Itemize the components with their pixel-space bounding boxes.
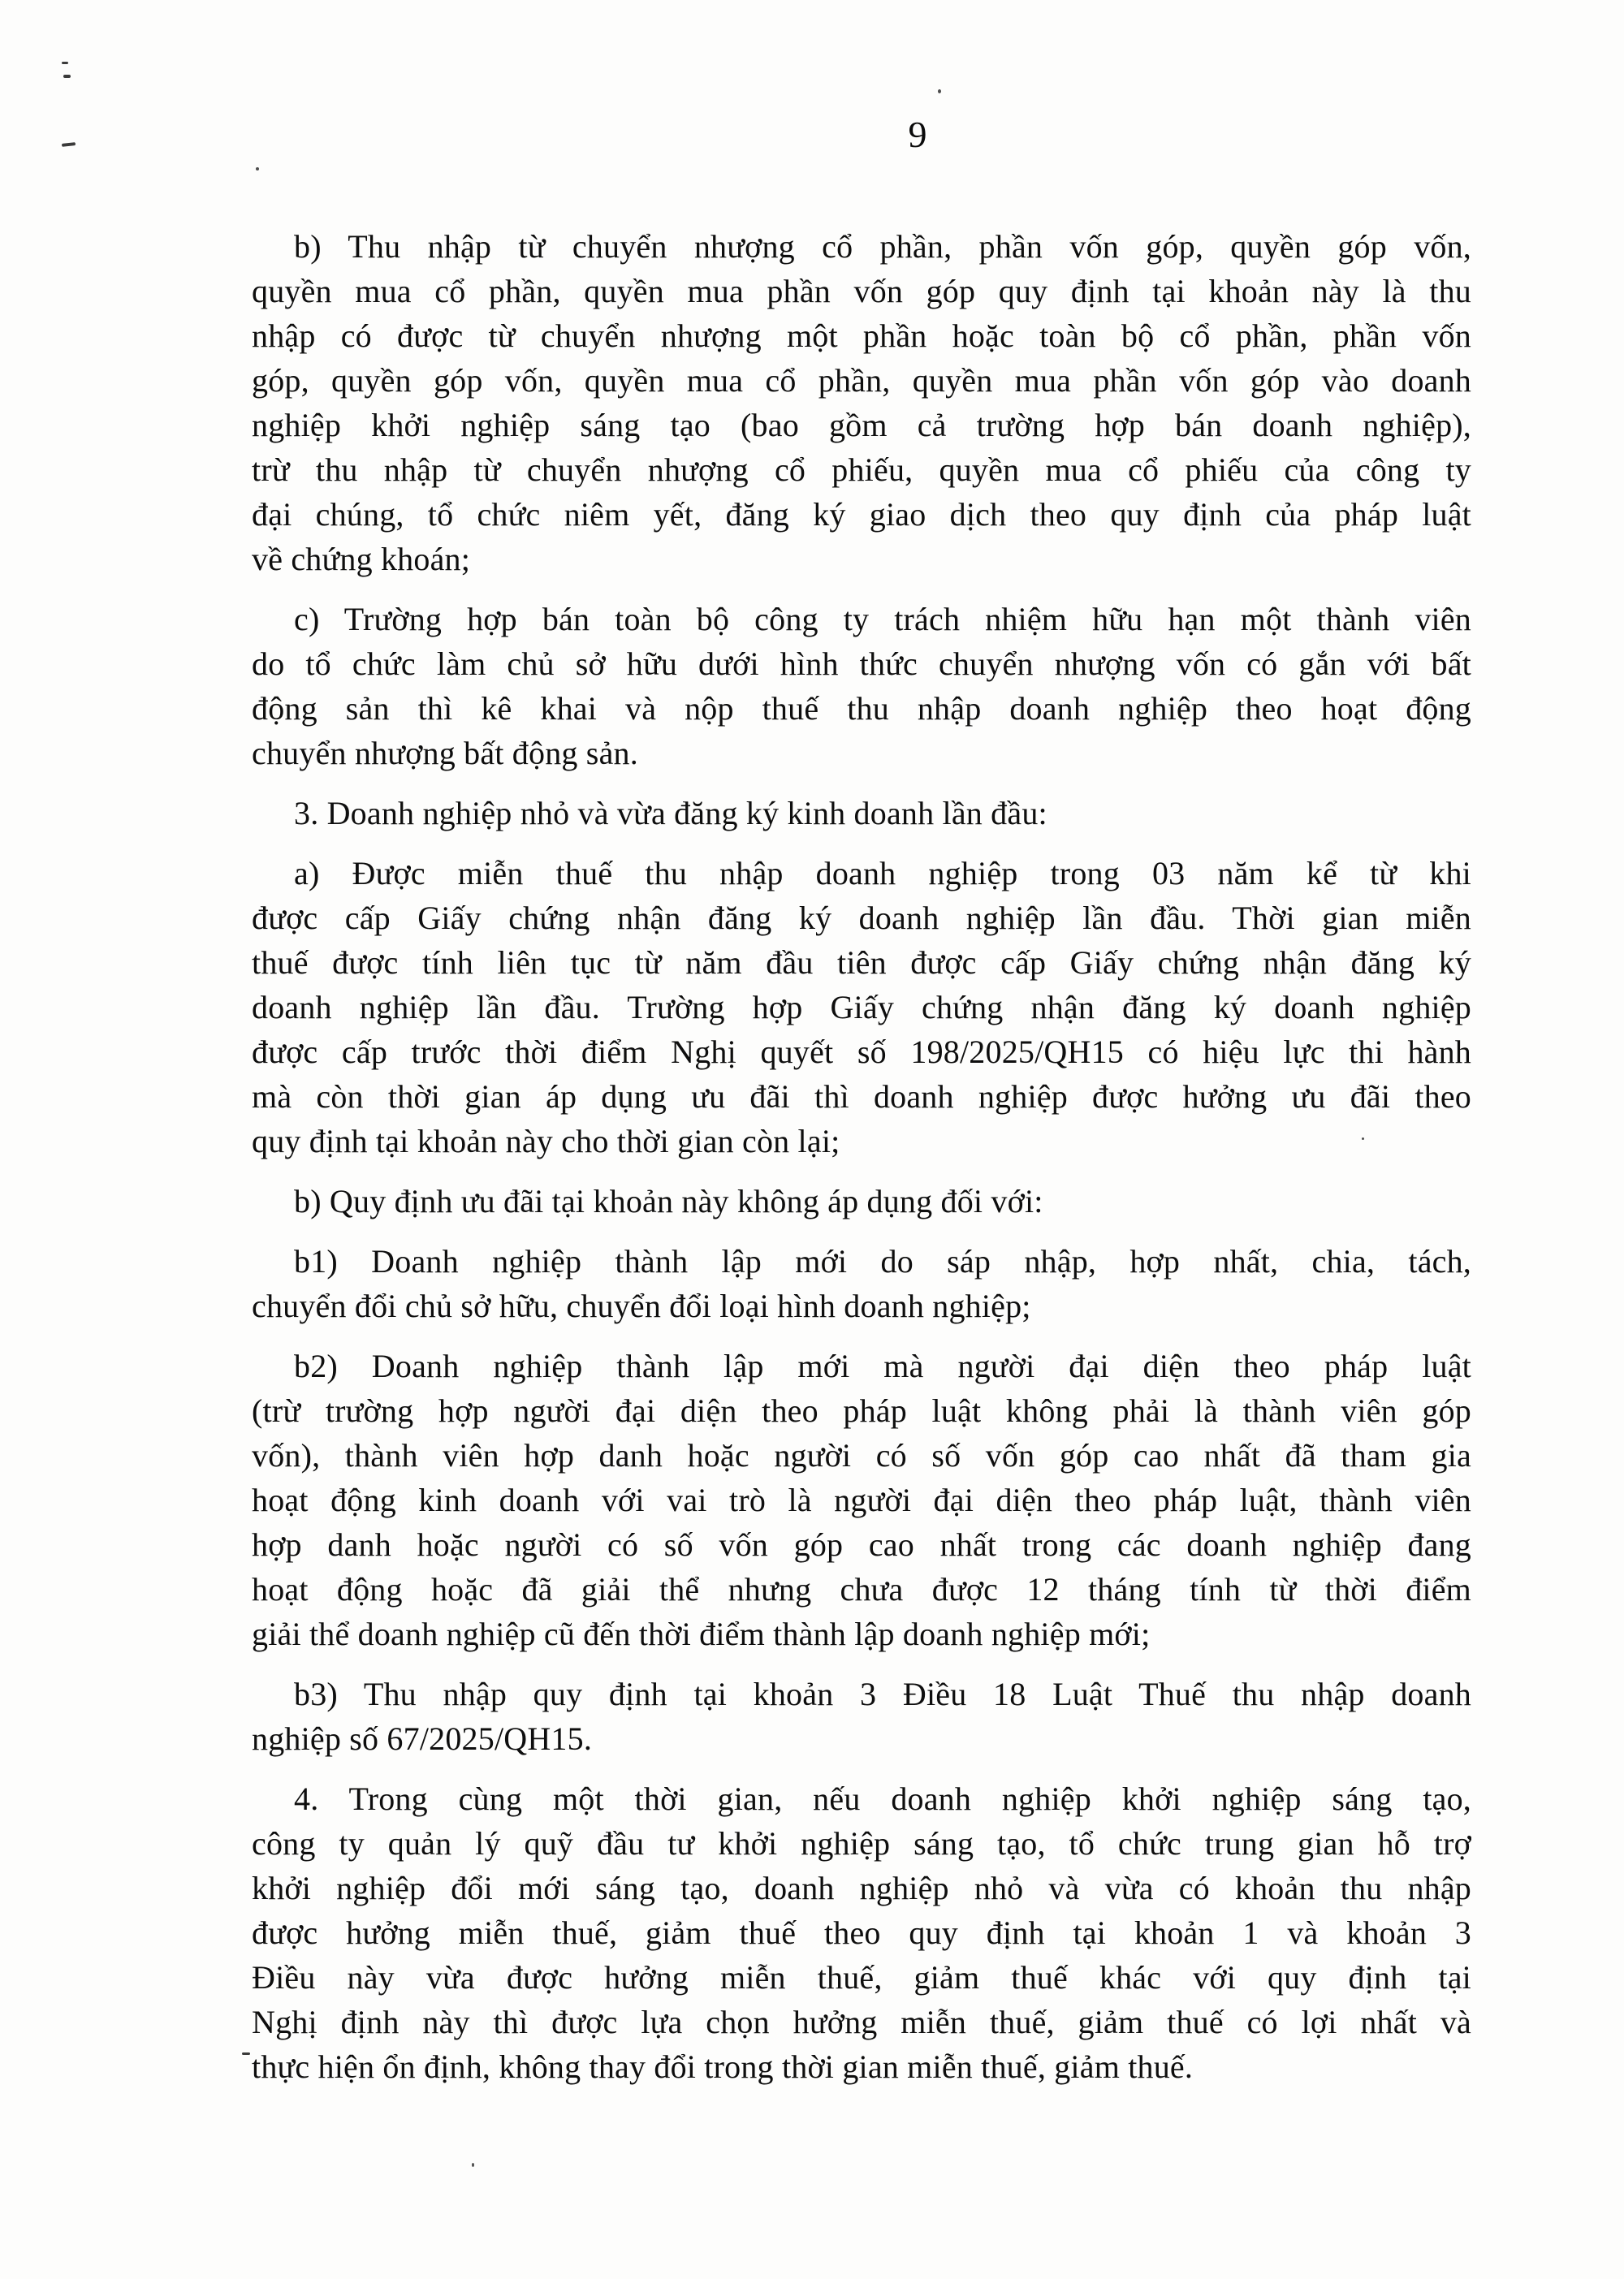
paragraph-line: chuyển đổi chủ sở hữu, chuyển đổi loại hình doanh nghiệp;	[252, 1288, 1031, 1324]
scan-artifact	[938, 89, 941, 93]
paragraph-line: thực hiện ổn định, không thay đổi trong thời gian miễn thuế, giảm thuế.	[252, 2048, 1194, 2085]
paragraph-line: (trừ trường hợp người đại diện theo pháp luật không phải là thành viên góp	[252, 1392, 1471, 1429]
paragraph-line: góp, quyền góp vốn, quyền mua cổ phần, quyền mua phần vốn góp vào doanh	[252, 362, 1471, 399]
paragraph-line: hoạt động kinh doanh với vai trò là người đại diện theo pháp luật, thành viên	[252, 1482, 1471, 1518]
paragraph-line: về chứng khoán;	[252, 541, 471, 577]
page-number: 9	[908, 114, 927, 155]
paragraph-point-b2-representative	[252, 1344, 1471, 1656]
paragraph-line: chuyển nhượng bất động sản.	[252, 735, 638, 771]
scan-artifact	[242, 2052, 250, 2055]
paragraph-line: b2) Doanh nghiệp thành lập mới mà người đại diện theo pháp luật	[294, 1348, 1471, 1384]
paragraph-line: nhập có được từ chuyển nhượng một phần hoặc toàn bộ cổ phần, phần vốn	[252, 317, 1471, 354]
paragraph-line: 4. Trong cùng một thời gian, nếu doanh nghiệp khởi nghiệp sáng tạo,	[294, 1780, 1471, 1817]
paragraph-line: công ty quản lý quỹ đầu tư khởi nghiệp sáng tạo, tổ chức trung gian hỗ trợ	[252, 1825, 1471, 1862]
paragraph-line: trừ thu nhập từ chuyển nhượng cổ phiếu, quyền mua cổ phiếu của công ty	[252, 451, 1471, 488]
paragraph-point-b-transfer-income	[252, 224, 1471, 581]
paragraph-line: thuế được tính liên tục từ năm đầu tiên được cấp Giấy chứng nhận đăng ký	[252, 944, 1471, 981]
paragraph-line: doanh nghiệp lần đầu. Trường hợp Giấy chứng nhận đăng ký doanh nghiệp	[252, 989, 1471, 1025]
paragraph-point-b-exclusions-heading	[252, 1179, 1471, 1224]
paragraph-line: do tổ chức làm chủ sở hữu dưới hình thức chuyển nhượng vốn có gắn với bất	[252, 645, 1471, 682]
paragraph-line: hợp danh hoặc người có số vốn góp cao nhất trong các doanh nghiệp đang	[252, 1526, 1471, 1563]
paragraph-point-b3-income-article-18	[252, 1672, 1471, 1761]
paragraph-line: mà còn thời gian áp dụng ưu đãi thì doanh nghiệp được hưởng ưu đãi theo	[252, 1078, 1471, 1115]
paragraph-line: Nghị định này thì được lựa chọn hưởng miễn thuế, giảm thuế có lợi nhất và	[252, 2004, 1471, 2040]
scan-artifact	[62, 142, 76, 147]
paragraph-point-a-tax-exemption	[252, 851, 1471, 1163]
paragraph-line: hoạt động hoặc đã giải thể nhưng chưa được 12 tháng tính từ thời điểm	[252, 1571, 1471, 1608]
paragraph-line: được hưởng miễn thuế, giảm thuế theo quy định tại khoản 1 và khoản 3	[252, 1914, 1471, 1951]
paragraph-line: giải thể doanh nghiệp cũ đến thời điểm thành lập doanh nghiệp mới;	[252, 1616, 1151, 1652]
paragraph-line: được cấp Giấy chứng nhận đăng ký doanh nghiệp lần đầu. Thời gian miễn	[252, 900, 1471, 936]
paragraph-clause-4-choice-of-incentive	[252, 1776, 1471, 2089]
paragraph-line: Điều này vừa được hưởng miễn thuế, giảm thuế khác với quy định tại	[252, 1959, 1471, 1996]
paragraph-line: được cấp trước thời điểm Nghị quyết số 198/2025/QH15 có hiệu lực thi hành	[252, 1034, 1471, 1070]
paragraph-line: động sản thì kê khai và nộp thuế thu nhập doanh nghiệp theo hoạt động	[252, 690, 1471, 727]
paragraph-point-b1-new-enterprise	[252, 1239, 1471, 1328]
paragraph-line: khởi nghiệp đổi mới sáng tạo, doanh nghiệp nhỏ và vừa có khoản thu nhập	[252, 1870, 1471, 1906]
paragraph-line: đại chúng, tổ chức niêm yết, đăng ký giao dịch theo quy định của pháp luật	[252, 496, 1471, 533]
paragraph-line: nghiệp số 67/2025/QH15.	[252, 1720, 593, 1757]
paragraph-clause-3-heading	[252, 791, 1471, 835]
paragraph-line: quy định tại khoản này cho thời gian còn lại;	[252, 1123, 840, 1159]
scan-artifact	[256, 167, 259, 170]
paragraph-line: vốn), thành viên hợp danh hoặc người có số vốn góp cao nhất đã tham gia	[252, 1437, 1471, 1474]
paragraph-line: b) Quy định ưu đãi tại khoản này không áp dụng đối với:	[294, 1183, 1043, 1219]
paragraph-line: c) Trường hợp bán toàn bộ công ty trách nhiệm hữu hạn một thành viên	[294, 601, 1471, 637]
paragraph-line: a) Được miễn thuế thu nhập doanh nghiệp trong 03 năm kể từ khi	[294, 855, 1471, 891]
paragraph-line: 3. Doanh nghiệp nhỏ và vừa đăng ký kinh doanh lần đầu:	[294, 795, 1047, 831]
paragraph-line: b3) Thu nhập quy định tại khoản 3 Điều 18 Luật Thuế thu nhập doanh	[294, 1676, 1471, 1712]
paragraph-line: b1) Doanh nghiệp thành lập mới do sáp nhập, hợp nhất, chia, tách,	[294, 1243, 1471, 1280]
document-body	[252, 224, 1471, 2104]
paragraph-line: b) Thu nhập từ chuyển nhượng cổ phần, phần vốn góp, quyền góp vốn,	[294, 228, 1471, 265]
scan-artifact	[62, 62, 68, 64]
scan-artifact	[472, 2163, 474, 2167]
paragraph-line: nghiệp khởi nghiệp sáng tạo (bao gồm cả trường hợp bán doanh nghiệp),	[252, 407, 1471, 443]
scan-artifact	[63, 75, 71, 78]
paragraph-point-c-single-member-llc	[252, 597, 1471, 775]
paragraph-line: quyền mua cổ phần, quyền mua phần vốn góp quy định tại khoản này là thu	[252, 273, 1471, 309]
